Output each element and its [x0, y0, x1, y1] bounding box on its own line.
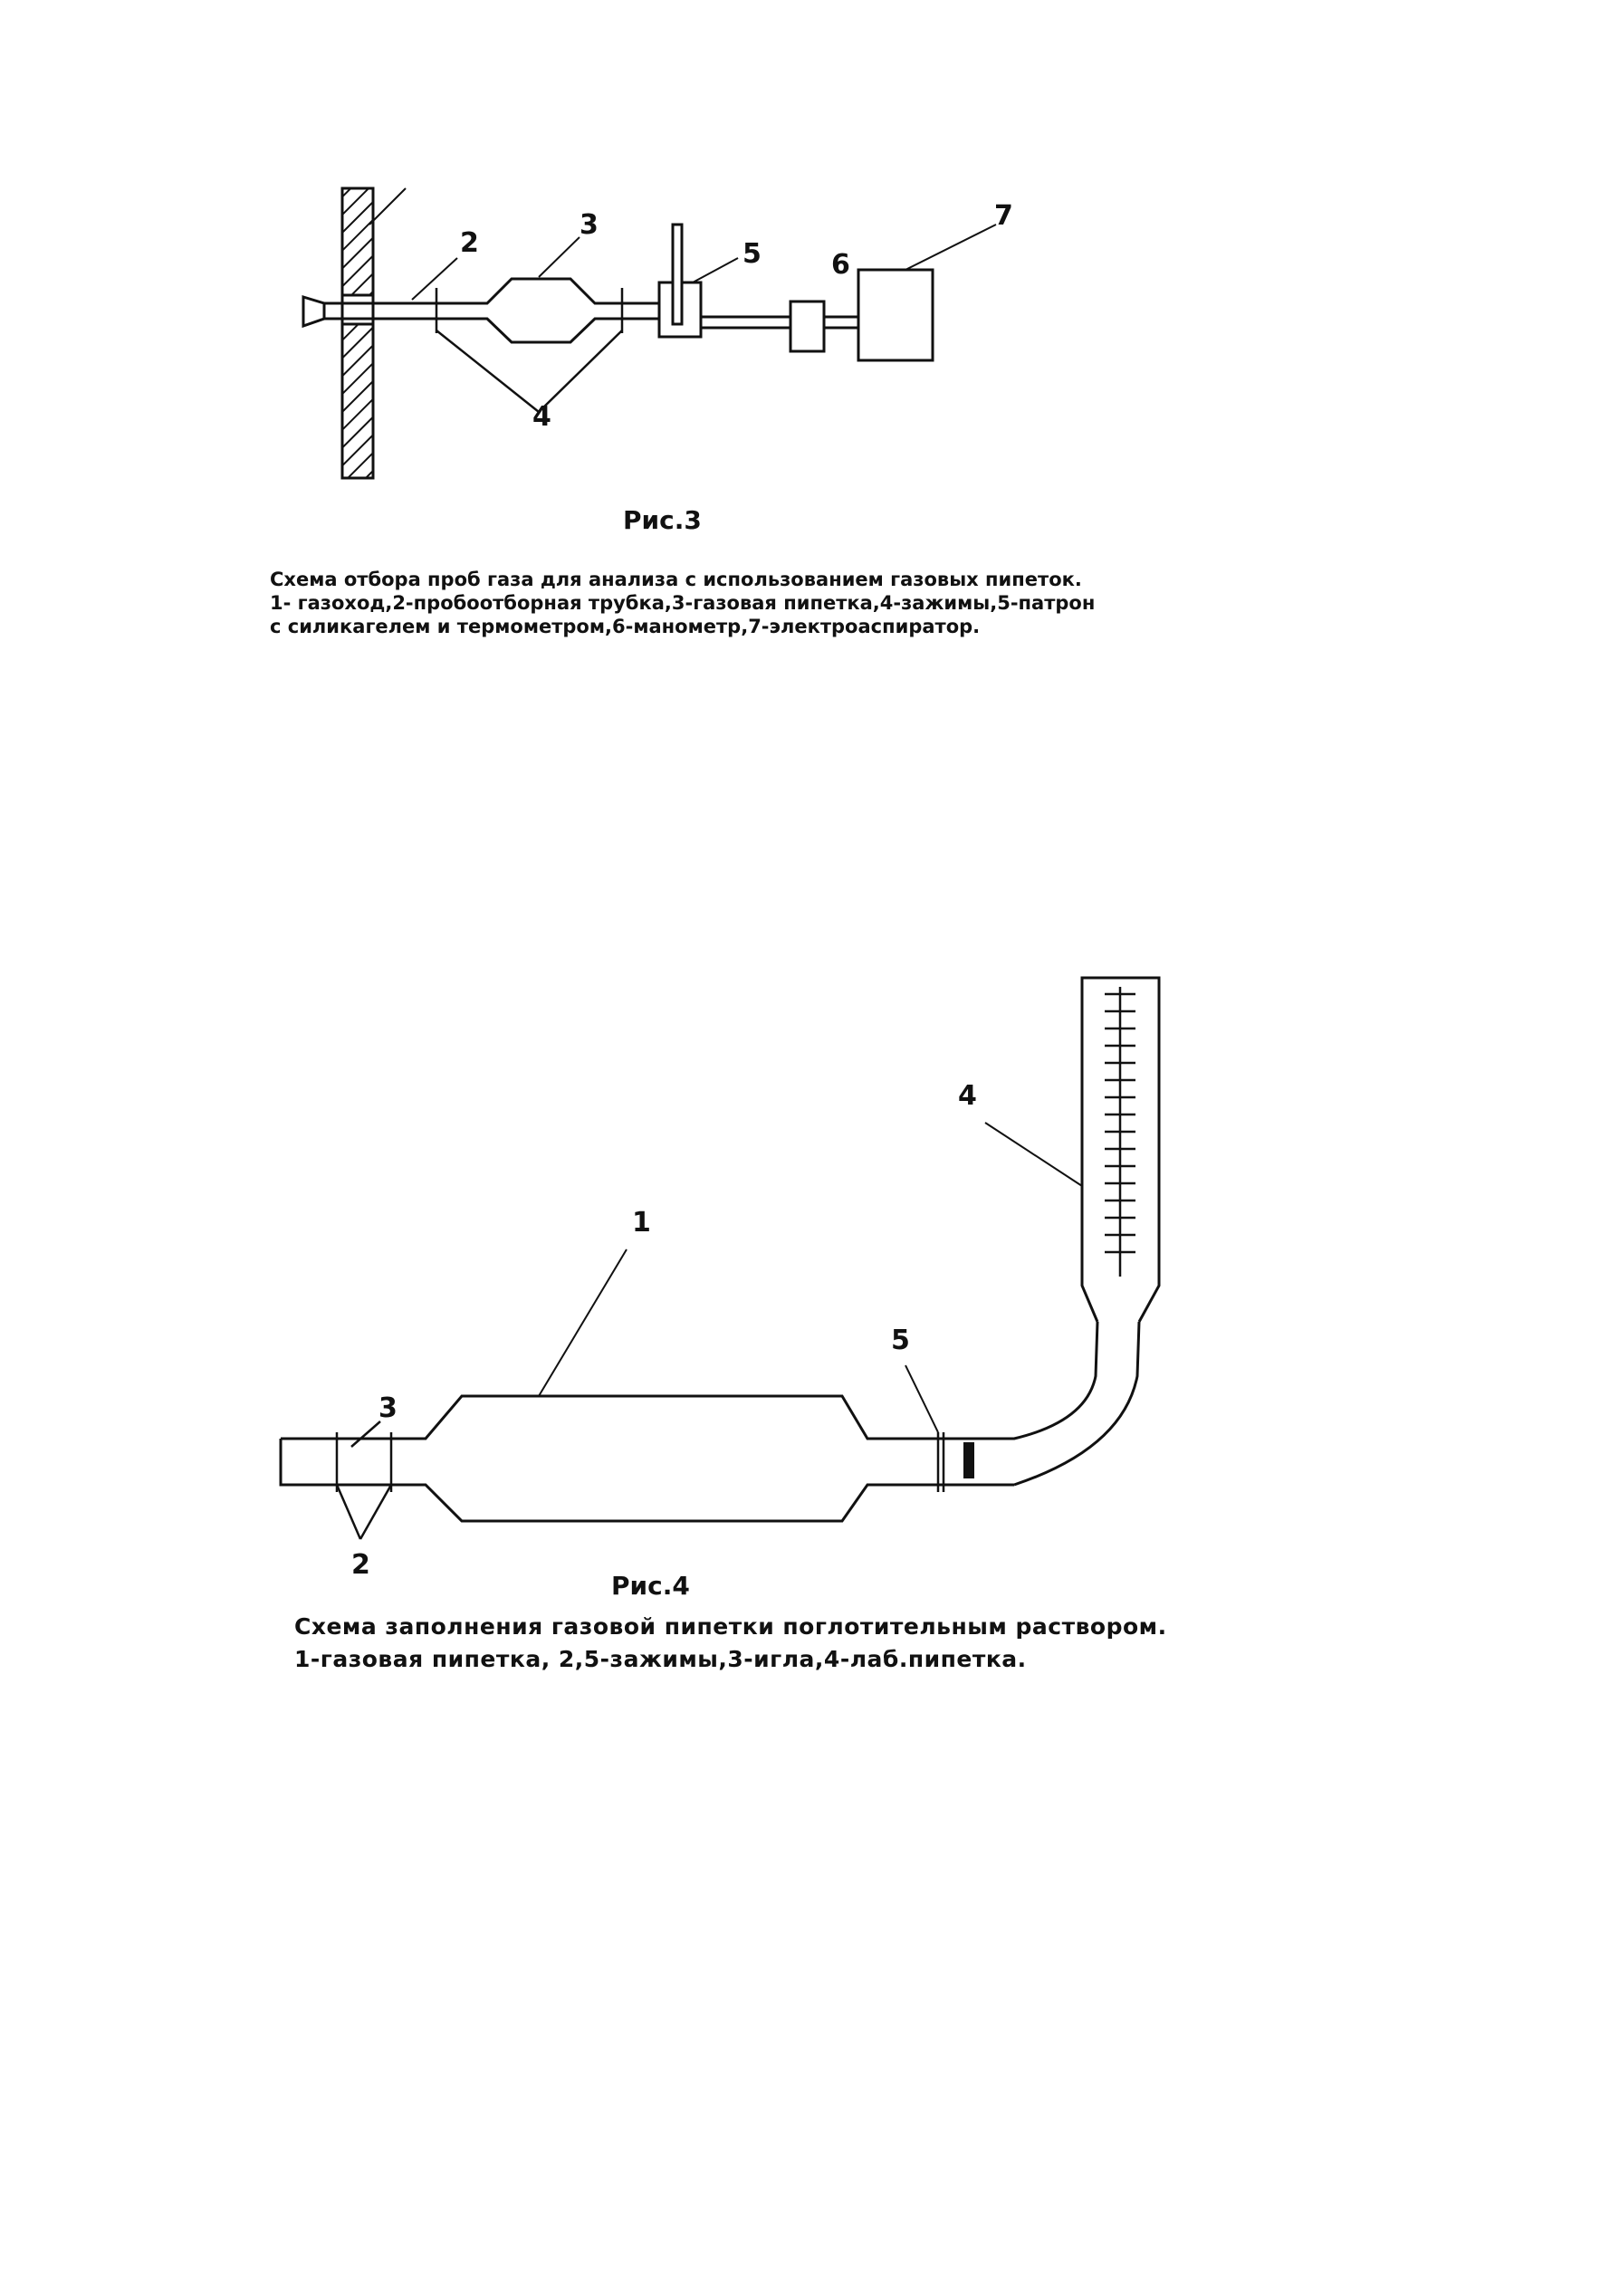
fig4-label-3: 3: [378, 1392, 398, 1424]
electro-aspirator: [858, 270, 933, 360]
fig3-caption-line-3: с силикагелем и термометром,6-манометр,7-электроаспиратор.: [270, 616, 981, 637]
figure-3-caption: [270, 568, 1095, 638]
fig4-label-5: 5: [891, 1325, 910, 1356]
fig3-label-7: 7: [994, 200, 1013, 232]
figure-3-diagram: [0, 163, 1619, 543]
fig4-label-2: 2: [351, 1549, 370, 1581]
figure-4-diagram: [0, 960, 1619, 1593]
figure-4-title: Рис.4: [611, 1571, 690, 1601]
fig3-caption-line-2: 1- газоход,2-пробоотборная трубка,3-газовая пипетка,4-зажимы,5-патрон: [270, 592, 1096, 614]
fig3-label-5: 5: [742, 238, 762, 270]
fig3-label-6: 6: [831, 249, 850, 281]
figure-4-caption: [294, 1611, 1167, 1676]
manometer: [790, 301, 858, 351]
fig3-label-4: 4: [532, 401, 551, 433]
fig3-label-3: 3: [580, 209, 599, 241]
fig4-caption-line-1: Схема заполнения газовой пипетки поглотительным раствором.: [294, 1613, 1167, 1640]
fig4-label-1: 1: [632, 1207, 651, 1239]
fig4-caption-line-2: 1-газовая пипетка, 2,5-зажимы,3-игла,4-лаб.пипетка.: [294, 1646, 1027, 1672]
figure-3-title: Рис.3: [623, 505, 702, 535]
clamps: [436, 288, 622, 412]
fig3-label-2: 2: [460, 227, 479, 259]
fig3-caption-line-1: Схема отбора проб газа для анализа с использованием газовых пипеток.: [270, 569, 1082, 590]
fig3-leader-lines: [412, 225, 996, 300]
flue-wall: [342, 188, 406, 478]
fig4-clamp-5: [905, 1365, 974, 1492]
sampling-tube: [303, 297, 466, 326]
fig4-leader-lines: [539, 1123, 1082, 1396]
fig4-label-4: 4: [958, 1080, 977, 1112]
silica-gel-cartridge: [647, 225, 790, 337]
